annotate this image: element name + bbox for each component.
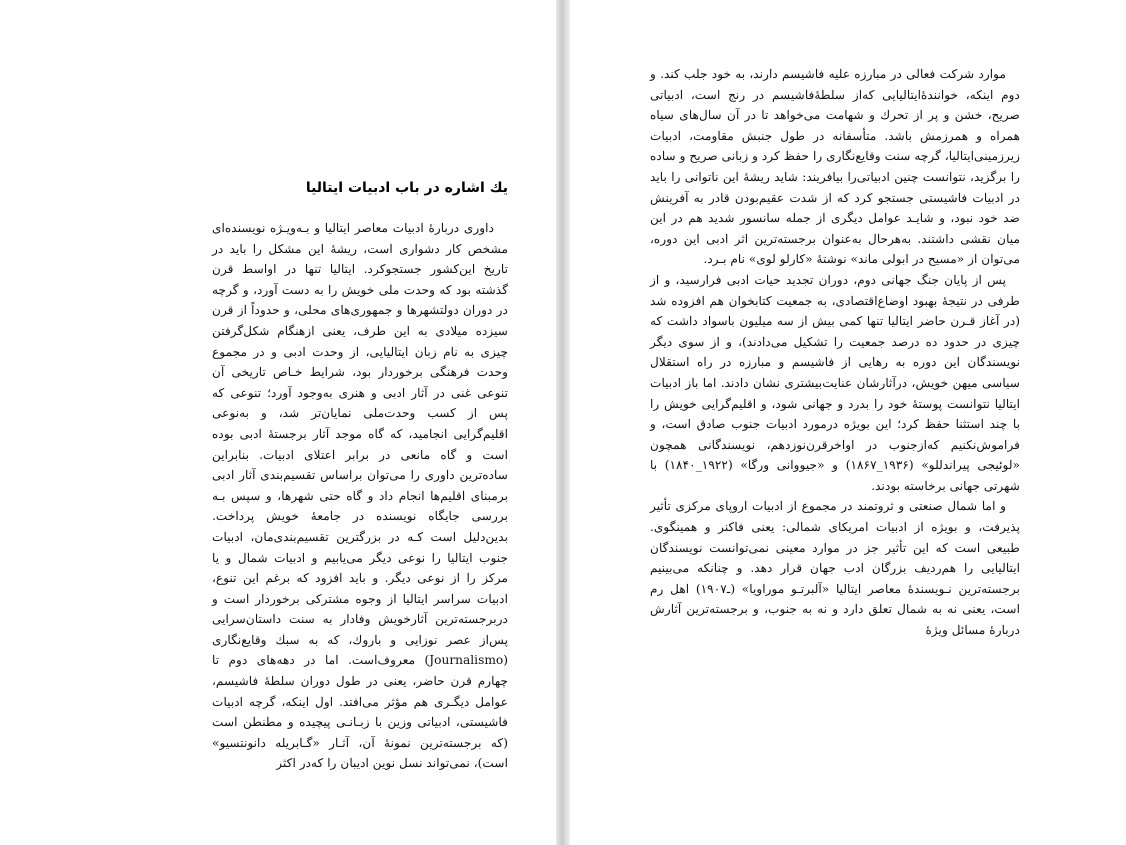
right-paragraph-3: و اما شمال صنعتی و ثروتمند در مجموع از ادبیات اروپای مرکزی تأثیر پذیرفت، و بویژه از ادبیات امریکای شمالی: یعنی فاکنر و همینگوی. طبیعی است که این تأثیر جز در موارد معینی نمی‌توانست نویسندگان ایتالیایی را هم‌ردیف بزرگان ادب جهان قرار دهد. و چنانکه می‌بینیم برجسته‌ترین نـویسندۀ معاصر ایتالیا «آلبرتـو موراویا» (ـ۱۹۰۷) اهل رم است، یعنی نه به شمال تعلق دارد و نه به جنوب، و برجسته‌ترین آثارش دربارۀ مسائل ویژۀ [650,499,1020,638]
right-paragraph-1: موارد شرکت فعالی در مبارزه علیه فاشیسم دارند، به خود جلب کند. و دوم اینکه، خوانندۀ‌ایتالیایی که‌از سلطۀفاشیسم در رنج است، ادبیاتی صریح، خشن و پر از تحرك و شهامت می‌خواهد تا در آن سال‌های سیاه همراه و همرزمش باشد. متأسفانه در طول جنبش مقاومت، ادبیات زیرزمینی‌ایتالیا، گرچه سنت وقایع‌نگاری را حفظ کرد و زبانی صریح و ساده را برگزید، نتوانست چنین ادبیاتی‌را بیافریند: شاید ریشۀ این ناتوانی را باید در ادبیات فاشیستی جستجو کرد که از شدت عقیم‌بودن قادر به آفرینش ضد خود نبود، و شایـد عوامل دیگری از جمله سانسور شدید هم در این میان نقشی داشتند. به‌هرحال به‌عنوان برجسته‌ترین اثر ادبی این دوره، می‌توان از «مسیح در ابولی ماند» نوشتۀ «کارلو لوی» نام بـرد. [650,67,1020,267]
left-paragraph-1: داوری دربارۀ ادبیات معاصر ایتالیا و بـه‌ویـژه نویسنده‌ای مشخص کار دشواری است، ریشۀ این مشکل را باید در تاریخ این‌کشور جستجوکرد. ایتالیا تنها در اواسط قرن گذشته بود که وحدت ملی خویش را به دست آورد، و گرچه در دوران دولتشهرها و جمهوری‌های محلی، و حدوداً از قرن سیزده میلادی به این طرف، یعنی ازهنگام شکل‌گرفتن چیزی به نام زبان ایتالیایی، از وحدت ادبی و در مجموع وحدت فرهنگی برخوردار بود، شرایط خـاص تاریخی آن تنوعی غنی در آثار ادبی و هنری به‌وجود آورد؛ تنوعی که پس از کسب وحدت‌ملی نمایان‌تر شد، و به‌نوعی اقلیم‌گرایی انجامید، که گاه موجد آثار برجستۀ ادبی بوده است و گاه مانعی در برابر اعتلای ادبیات. بنابراین ساده‌ترین داوری را می‌توان براساس تقسیم‌بندی آثار ادبی برمبنای اقلیم‌ها انجام داد و گاه حتی شهرها، و سپس بـه بررسی جایگاه نویسنده در جامعۀ خویش پرداخت. بدین‌دلیل است کـه در بزرگترین تقسیم‌بندی‌مان، ادبیات جنوب ایتالیا را نوعی دیگر می‌یابیم و ادبیات شمال و یا مرکز را از نوعی دیگر. و باید افزود که برغم این تنوع، ادبیات سراسر ایتالیا از وجوه مشترکی برخوردار است و دربرجسته‌ترین آثارخویش وفادار به سنت داستان‌سرایی پس‌از عصر نوزایی و باروك، که به سبك وقایع‌نگاری (Journalismo) معروف‌است. اما در دهه‌های دوم تا چهارم قرن حاضر، یعنی در طول دوران سلطۀ فاشیسم، عوامل دیگـری هم مؤثر می‌افتد. اول اینکه، گرچه ادبیات فاشیستی، ادبیاتی وزین با زبـانـی پیچیده و مطنطن است (که برجسته‌ترین نمونۀ آن، آثـار «گـابریله دانونتسیو» است)، نمی‌تواند نسل نوین ادیبان را که‌در اکثر [212,221,508,771]
left-text-block [212,178,508,774]
left-page [0,0,556,845]
chapter-title: یك اشاره در باب ادبیات ایتالیا [305,180,508,196]
right-paragraph-2: پس از پایان جنگ جهانی دوم، دوران تجدید حیات ادبی فرارسید، و از طرفی در نتیجۀ بهبود اوضاع‌اقتصادی، به جمعیت کتابخوان هم افزوده شد (در آغاز قـرن حاضر ایتالیا تنها کمی بیش از سه میلیون باسواد داشت که چیزی در حدود ده درصد جمعیت را تشکیل می‌دادند)، و از سوی دیگر نویسندگان این دوره به رهایی از فاشیسم و مبارزه در راه استقلال سیاسی میهن خویش، درآثارشان عنایت‌بیشتری نشان دادند. اما باز ادبیات ایتالیا نتوانست پوستۀ خود را بدرد و جهانی شود، و اقلیم‌گرایی خویش را با چند استثنا حفظ کرد؛ این بویژه درمورد ادبیات جنوب صادق است، و فراموش‌نکنیم که‌ازجنوب در اواخرقرن‌نوزدهم، نویسندگانی همچون «لوئیجی پیراندللو» (۱۹۳۶_۱۸۶۷) و «جیووانی ورگا» (۱۹۲۲_۱۸۴۰) با شهرتی جهانی برخاسته بودند. [650,272,1020,493]
right-text-block [650,64,1020,641]
book-gutter [556,0,570,845]
right-page [570,0,1126,845]
